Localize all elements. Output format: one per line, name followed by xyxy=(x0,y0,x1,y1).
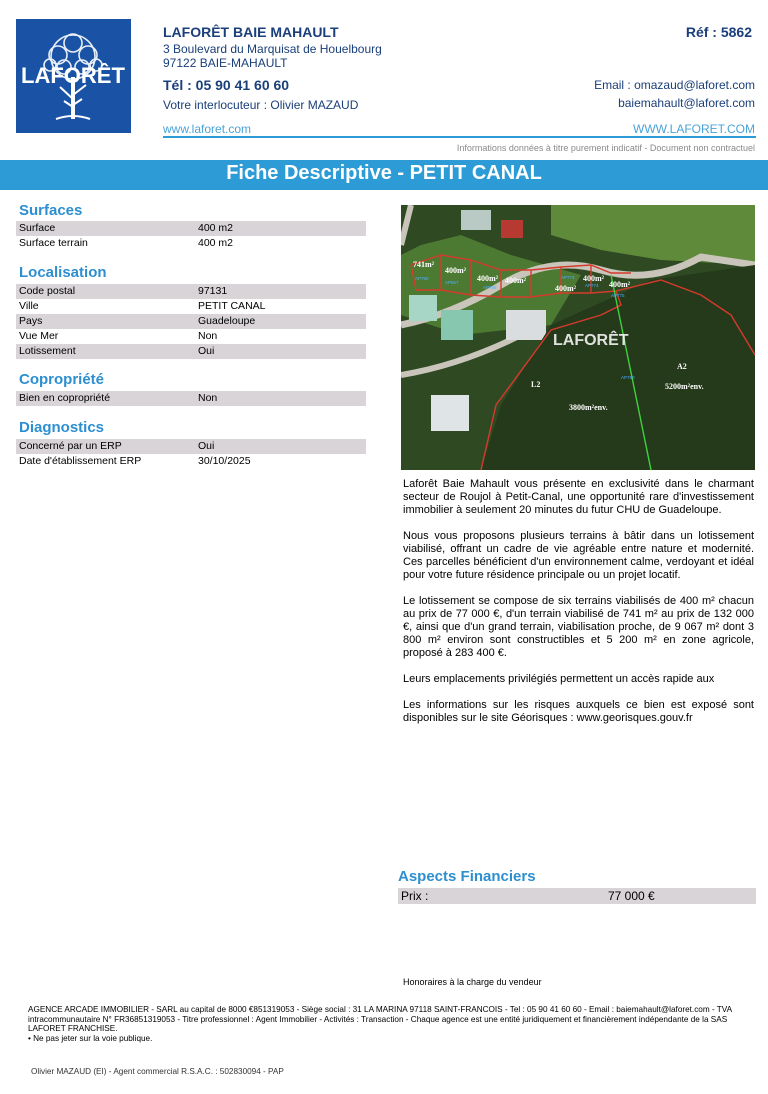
row-label: Vue Mer xyxy=(19,330,59,342)
table-row xyxy=(16,221,366,236)
row-value: Guadeloupe xyxy=(198,315,256,327)
price-value: 77 000 € xyxy=(608,889,655,903)
row-label: Pays xyxy=(19,315,43,327)
website-link[interactable]: www.laforet.com xyxy=(163,122,252,136)
header-divider xyxy=(163,136,756,138)
row-value: Oui xyxy=(198,440,215,452)
row-label: Code postal xyxy=(19,285,76,297)
plot-label: 741m² xyxy=(413,260,435,269)
row-value: 97131 xyxy=(198,285,228,297)
table-row xyxy=(16,439,366,454)
row-label: Concerné par un ERP xyxy=(19,440,122,452)
row-label: Ville xyxy=(19,300,39,312)
agency-name: LAFORÊT BAIE MAHAULT xyxy=(163,24,339,40)
photo-watermark: LAFORÊT xyxy=(553,332,629,349)
address-line2: 97122 BAIE-MAHAULT xyxy=(163,56,288,70)
row-label: Bien en copropriété xyxy=(19,392,111,404)
row-label: Surface xyxy=(19,222,56,234)
address-line1: 3 Boulevard du Marquisat de Houelbourg xyxy=(163,42,382,56)
description-paragraph: Les informations sur les risques auxquels ce bien est exposé sont disponibles sur le site Géorisques : www.georisques.gouv.fr xyxy=(403,699,754,724)
section-title-surfaces: Surfaces xyxy=(19,202,83,219)
tree-icon xyxy=(16,19,131,133)
section-title-diagnostics: Diagnostics xyxy=(19,419,105,436)
website-link-upper[interactable]: WWW.LAFORET.COM xyxy=(633,122,755,136)
plot-label: 400m² xyxy=(555,284,577,293)
plot-label: 5200m²env. xyxy=(665,382,704,391)
parcel-ref: AP750 xyxy=(415,276,429,281)
phone-number: Tél : 05 90 41 60 60 xyxy=(163,77,290,93)
plot-label: 400m² xyxy=(609,280,631,289)
parcel-ref: AP567 xyxy=(445,280,459,285)
parcel-ref: AP760 xyxy=(621,375,635,380)
price-label: Prix : xyxy=(401,889,429,903)
plot-label: 400m² xyxy=(477,274,499,283)
plot-label: A2 xyxy=(677,362,687,371)
section-title-localisation: Localisation xyxy=(19,264,107,281)
property-description xyxy=(403,478,754,738)
price-row xyxy=(398,888,756,904)
page-title: Fiche Descriptive - PETIT CANAL xyxy=(226,162,542,184)
email-primary[interactable]: Email : omazaud@laforet.com xyxy=(594,78,755,92)
row-value: Oui xyxy=(198,345,215,357)
contact-person: Votre interlocuteur : Olivier MAZAUD xyxy=(163,98,359,112)
row-value: 400 m2 xyxy=(198,222,234,234)
laforet-logo xyxy=(16,19,131,133)
description-paragraph: Le lotissement se compose de six terrains viabilisés de 400 m² chacun au prix de 77 000 €, d'un terrain viabilisé de 741 m² au prix de 132 000 €, ainsi que d'un grand terrain, viabilisation proche, de 9 067 m² dont 3 800 m² environ sont constructibles et 5 200 m² en zone agricole, proposé à 283 400 €. xyxy=(403,595,754,659)
reference-number: Réf : 5862 xyxy=(685,24,752,40)
table-row xyxy=(16,314,366,329)
parcel-ref: AP774 xyxy=(585,283,599,288)
row-value: Non xyxy=(198,392,218,404)
description-paragraph: Nous vous proposons plusieurs terrains à bâtir dans un lotissement viabilisé, offrant un cadre de vie agréable entre nature et modernité. Ces parcelles bénéficient d'un environnement calme, verdoyant et idéal pour votre future résidence principale ou un projet locatif. xyxy=(403,530,754,581)
description-paragraph: Leurs emplacements privilégiés permettent un accès rapide aux xyxy=(403,673,715,685)
plot-label: L2 xyxy=(531,380,541,389)
legal-notice: AGENCE ARCADE IMMOBILIER - SARL au capital de 8000 €851319053 - Siège social : 31 LA MARINA 97118 SAINT-FRANCOIS - Tel : 05 90 41 60 60 - Email : baiemahault@laforet.com - TVA intracommunautaire N° FR36851319053 - Titre professionnel : Agent Immobilier - Activités : Transaction - Chaque agence est une entité juridiquement et financièrement indépendante de la SAS LAFORET FRANCHISE. • Ne pas jeter sur la voie publique. xyxy=(28,1005,732,1043)
plot-label: 400m² xyxy=(445,266,467,275)
section-title-financial: Aspects Financiers xyxy=(398,868,536,885)
agent-info: Olivier MAZAUD (EI) - Agent commercial R.S.A.C. : 502830094 - PAP xyxy=(31,1067,284,1076)
row-value: PETIT CANAL xyxy=(198,300,266,312)
table-row xyxy=(16,284,366,299)
row-label: Surface terrain xyxy=(19,237,88,249)
table-row xyxy=(16,329,366,344)
table-row xyxy=(16,454,366,469)
plot-label: 3800m²env. xyxy=(569,403,608,412)
row-label: Lotissement xyxy=(19,345,76,357)
parcel-ref: AP758 xyxy=(483,285,497,290)
fees-note: Honoraires à la charge du vendeur xyxy=(403,977,542,987)
table-row xyxy=(16,391,366,406)
table-row xyxy=(16,299,366,314)
plot-label: 400m² xyxy=(505,276,527,285)
section-title-copropriete: Copropriété xyxy=(19,371,105,388)
disclaimer: Informations données à titre purement indicatif - Document non contractuel xyxy=(456,143,755,153)
row-value: 30/10/2025 xyxy=(198,455,251,467)
description-paragraph: Laforêt Baie Mahault vous présente en exclusivité dans le charmant secteur de Roujol à Petit-Canal, une opportunité rare d'investissement immobilier à seulement 20 minutes du futur CHU de Guadeloupe. xyxy=(403,478,754,516)
row-label: Date d'établissement ERP xyxy=(19,455,142,467)
table-row xyxy=(16,344,366,359)
property-aerial-photo xyxy=(401,205,755,470)
email-secondary[interactable]: baiemahault@laforet.com xyxy=(618,96,755,110)
table-row xyxy=(16,236,366,251)
row-value: 400 m2 xyxy=(198,237,234,249)
row-value: Non xyxy=(198,330,218,342)
parcel-ref: AP775 xyxy=(611,293,625,298)
plot-label: 400m² xyxy=(583,274,605,283)
logo-text: LAFORÊT xyxy=(21,63,125,88)
parcel-ref: AP773 xyxy=(561,275,575,280)
